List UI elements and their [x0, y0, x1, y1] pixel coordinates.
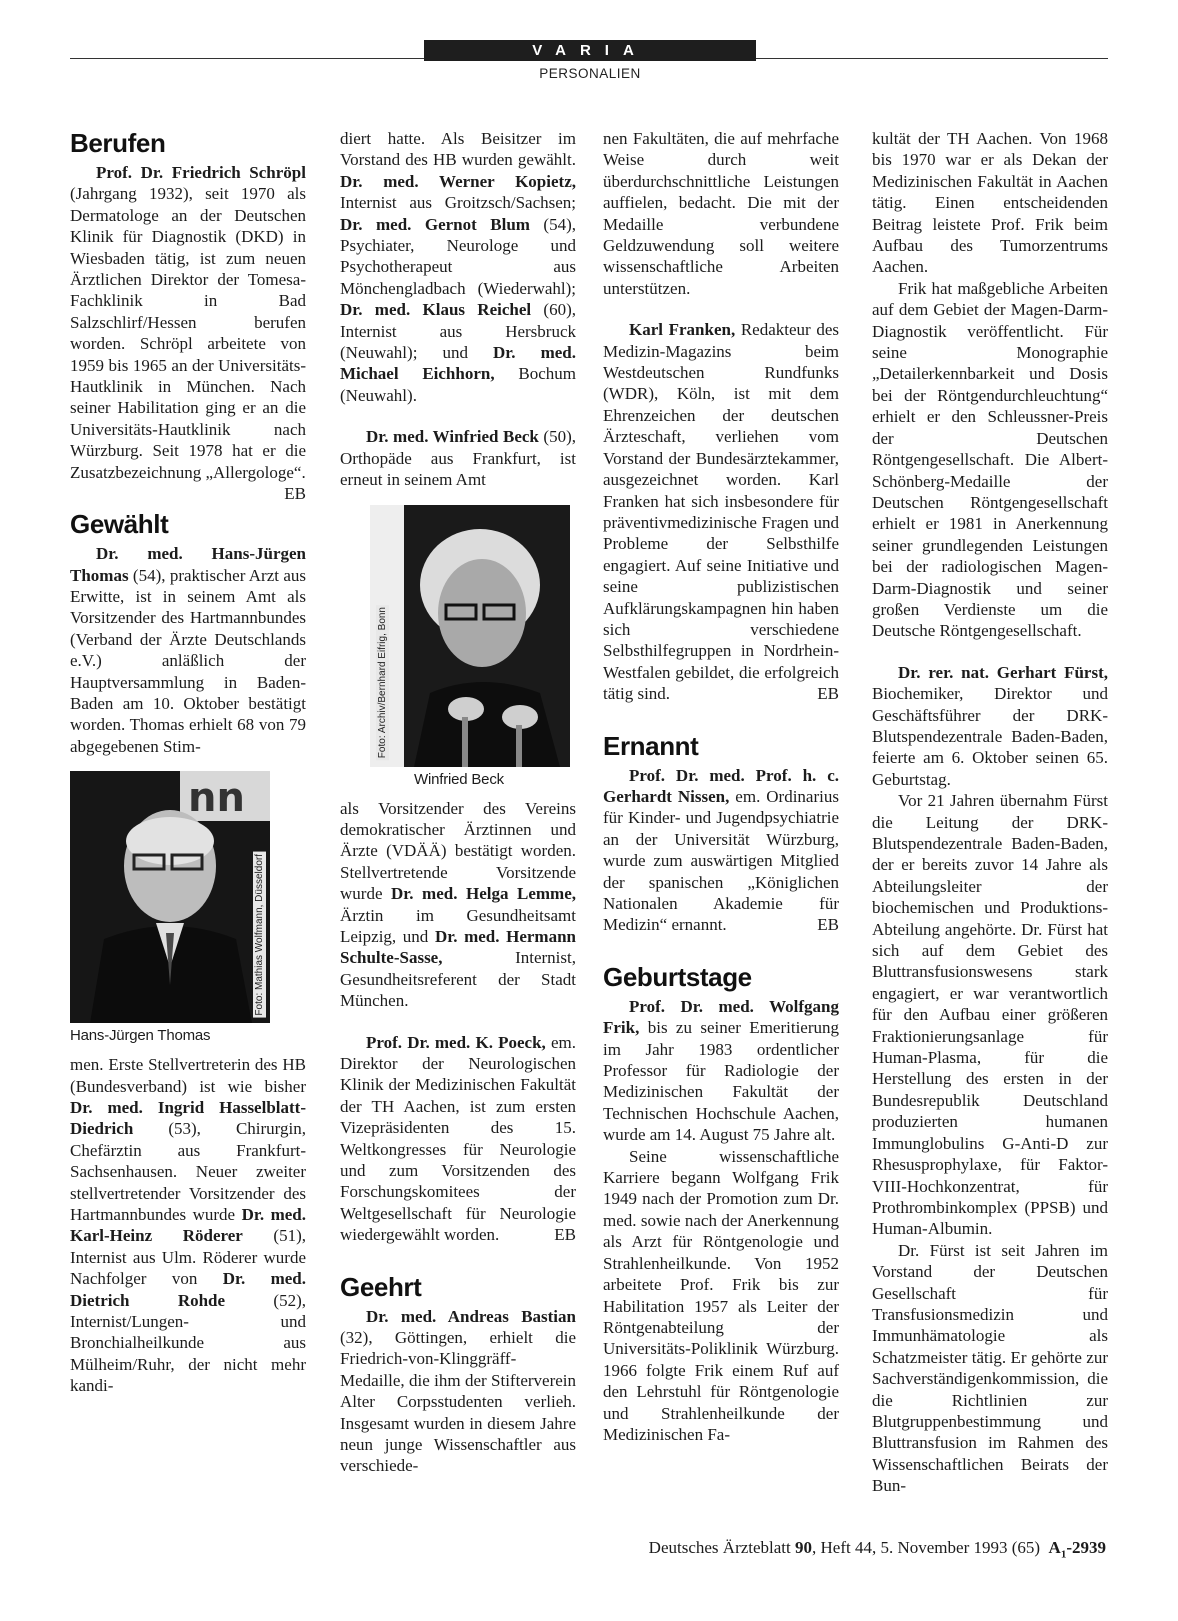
column-1 [70, 128, 306, 1397]
person-name: Dr. med. Hans-Jürgen Thomas [70, 544, 306, 585]
heading-geehrt: Geehrt [340, 1271, 422, 1302]
person-name: Dr. med. Ingrid Hasselblatt-Diedrich [70, 1097, 306, 1139]
heading-berufen: Berufen [70, 128, 166, 158]
paragraph-franken: Karl Franken, Redakteur des Medizin-Magazins beim Westdeutschen Rundfunks (WDR), Köln, ist mit dem Ehrenzeichen der deutschen Ärzteschaft, verliehen vom Vorstand der Bundesärztekammer, ausgezeichnet worden. Karl Franken hat sich insbesondere für präventivmedizinische Fragen und Probleme der Selbsthilfe engagiert. Auf seine Initiative und seine publizistischen Aufklärungskampagnen hin haben sich verschiedene Selbsthilfegruppen in Nordrhein-Westfalen gebildet, die erfolgreich tätig sind. EB [603, 320, 839, 704]
column-3 [603, 128, 839, 1445]
header-rule-left [70, 58, 424, 59]
photo-caption: Winfried Beck [414, 770, 504, 788]
paragraph-frik-karriere: Seine wissenschaftliche Karriere begann Wolfgang Frik 1949 nach der Promotion zum Dr. med. sowie nach der Anerkennung als Arzt für Röntgenologie und Strahlenheilkunde. Von 1952 arbeitete Prof. Frik bis zur Habilitation 1957 als Leiter der Röntgenabteilung der Universitäts-Poliklinik Würzburg. 1966 folgte Frik einem Ruf auf den Lehrstuhl für Röntgenologie und Strahlenheilkunde der Medizinischen Fa- [603, 1146, 839, 1444]
paragraph-thomas: Dr. med. Hans-Jürgen Thomas (54), praktischer Arzt aus Erwitte, ist in seinem Amt als Vorsitzender des Hartmannbundes (Verband der Ärzte Deutschlands e.V.) anläßlich der Hauptversammlung in Baden-Baden am 10. Oktober bestätigt worden. Thomas erhielt 68 von 79 abgegebenen Stim- [70, 544, 306, 756]
journal-name: Deutsches Ärzteblatt [648, 1538, 796, 1557]
paragraph-schroepl: Prof. Dr. Friedrich Schröpl (Jahrgang 1932), seit 1970 als Dermatologe an der Deutschen Klinik für Diagnostik (DKD) in Wiesbaden tätig, ist zum neuen Ärztlichen Direktor der Tomesa-Fachklinik in Bad Salzschlirf/Hessen berufen worden. Schröpl arbeitete von 1959 bis 1965 an der Universitäts-Hautklinik in München. Nach seiner Habilitation ging er an die Universitäts-Hautklinik nach Würzburg. Seit 1978 hat er die Zusatzbezeichnung „Allergologe“. EB [70, 163, 306, 504]
paragraph-beisitzer: diert hatte. Als Beisitzer im Vorstand des HB wurden gewählt. Dr. med. Werner Kopietz, Internist aus Groitzsch/Sachsen; Dr. med. Gernot Blum (54), Psychiater, Neurologe und Psychotherapeut aus Mönchengladbach (Wiederwahl); Dr. med. Klaus Reichel (60), Internist aus Hersbruck (Neuwahl); und Dr. med. Michael Eichhorn, Bochum (Neuwahl). [340, 129, 576, 405]
paragraph-fuerst-leitung: Vor 21 Jahren übernahm Fürst die Leitung der DRK-Blutspendezentrale Baden-Baden, der er bereits zuvor 14 Jahre als Abteilungsleiter der biochemischen und Produktions-Abteilung angehörte. Dr. Fürst hat sich auf dem Gebiet des Bluttransfusionswesens stark engagiert, er war verantwortlich für den Aufbau einer größeren Fraktionierungsanlage für Human-Plasma, für die Herstellung des ersten in der Bundesrepublik Deutschland produzierten humanen Immunglobulins G-Anti-D zur Rhesusprophylaxe, für Faktor-VIII-Hochkonzentrat, für Prothrombinkomplex (PPSB) und Human-Albumin. [872, 791, 1108, 1239]
svg-text:nn: nn [188, 775, 245, 822]
paragraph-vdaeae: als Vorsitzender des Vereins demokratischer Ärztinnen und Ärzte (VDÄÄ) bestätigt worden. Stellvertretende Vorsitzende wurde Dr. med. Helga Lemme, Ärztin im Gesundheitsamt Leipzig, und Dr. med. Hermann Schulte-Sasse, Internist, Gesundheitsreferent der Stadt München. [340, 798, 577, 1011]
person-name: Karl Franken, [629, 320, 736, 340]
person-name: Dr. med. Karl-Heinz Röderer [70, 1205, 306, 1246]
author-tag: EB [817, 684, 839, 704]
paragraph-fuerst-vorstand: Dr. Fürst ist seit Jahren im Vorstand der Deutschen Gesellschaft für Transfusionsmedizin und Immunhämatologie als Schatzmeister tätig. Er gehörte zur Sachverständigenkommission, die die Richtlinien zur Blutgruppenbestimmung und Bluttransfusion im Rahmen des Wissenschaftlichen Beirats der Bun- [872, 1240, 1108, 1496]
figure-beck [370, 505, 576, 788]
person-name: Dr. rer. nat. Gerhart Fürst, [898, 662, 1108, 682]
header-rule-right [756, 58, 1108, 59]
author-tag: EB [284, 484, 306, 504]
page-number: $A_1-2939$ [1048, 1538, 1106, 1561]
issue-info: , Heft 44, 5. November 1993 (65) [812, 1538, 1049, 1557]
paragraph-beck: Dr. med. Winfried Beck (50), Orthopäde aus Frankfurt, ist erneut in seinem Amt [340, 427, 576, 490]
person-name: Prof. Dr. med. Wolfgang Frik, [603, 996, 839, 1038]
paragraph-frik: Prof. Dr. med. Wolfgang Frik, bis zu seiner Emeritierung im Jahr 1983 ordentlicher Professor für Radiologie der Medizinischen Fakultät der Technischen Hochschule Aachen, wurde am 14. August 75 Jahre alt. [603, 996, 839, 1145]
person-name: Dr. med. Gernot Blum [340, 214, 530, 234]
column-2 [340, 128, 576, 1477]
person-name: Prof. Dr. Friedrich Schröpl [96, 163, 306, 182]
varia-banner: VARIA [424, 40, 756, 61]
paragraph-bastian: Dr. med. Andreas Bastian (32), Göttingen, erhielt die Friedrich-von-Klinggräff-Medaille, die ihm der Stifterverein Alter Corpsstudenten verlieh. Insgesamt wurden in diesem Jahre neun junge Wissenschaftler aus verschiede- [340, 1306, 576, 1476]
paragraph-fakultaeten: nen Fakultäten, die auf mehrfache Weise durch weit überdurchschnittliche Leistungen auffielen, bedacht. Die mit der Medaille verbundene Geldzuwendung soll weitere wissenschaftliche Arbeiten unterstützen. [603, 129, 839, 298]
paragraph-fuerst: Dr. rer. nat. Gerhart Fürst, Biochemiker, Direktor und Geschäftsführer der DRK-Blutspendezentrale Baden-Baden, feierte am 6. Oktober seinen 65. Geburtstag. [872, 662, 1108, 789]
heading-gewaehlt: Gewählt [70, 509, 169, 540]
author-tag: EB [817, 915, 839, 935]
person-name: Prof. Dr. med. Prof. h. c. Gerhardt Nissen, [603, 765, 839, 806]
column-4 [872, 128, 1108, 1497]
photo-credit: Foto: Archiv/Bernhard Eifrig, Bonn [377, 607, 388, 759]
heading-ernannt: Ernannt [603, 730, 699, 761]
paragraph-poeck: Prof. Dr. med. K. Poeck, em. Direktor der Neurologischen Klinik der Medizinischen Fakultät der TH Aachen, ist zum ersten Vizepräsidenten des 15. Weltkongresses für Neurologie und zum Vorsitzenden des Forschungskomitees der Weltgesellschaft für Neurologie wiedergewählt worden. EB [340, 1032, 576, 1245]
photo-credit: Foto: Mathias Wolfmann, Düsseldorf [254, 853, 265, 1016]
person-name: Dr. med. Andreas Bastian [366, 1306, 576, 1326]
person-name: Prof. Dr. med. K. Poeck, [366, 1032, 546, 1052]
page-footer [538, 1538, 1106, 1560]
paragraph-frik-aachen: kultät der TH Aachen. Von 1968 bis 1970 war er als Dekan der Medizinischen Fakultät in Aachen tätig. Einen entscheidenden Beitrag leistete Prof. Frik beim Aufbau des Tumorzentrums Aachen. [872, 129, 1108, 277]
paragraph-nissen: Prof. Dr. med. Prof. h. c. Gerhardt Nissen, em. Ordinarius für Kinder- und Jugendpsychiatrie an der Universität Würzburg, wurde zum auswärtigen Mitglied der spanischen „Königlichen Nationalen Akademie für Medizin“ ernannt. EB [603, 765, 839, 935]
person-name: Dr. med. Michael Eichhorn, [340, 343, 576, 384]
paragraph-frik-arbeiten: Frik hat maßgebliche Arbeiten auf dem Gebiet der Magen-Darm-Diagnostik veröffentlicht. Für seine Monographie „Detailerkennbarkeit und Dosis bei der Röntgendurchleuchtung“ erhielt er den Schleussner-Preis der Deutschen Röntgengesellschaft. Die Albert-Schönberg-Medaille der Deutschen Röntgengesellschaft erhielt er 1981 in Anerkennung seiner grundlegenden Leistungen bei der radiologischen Magen-Darm-Diagnostik und seiner großen Verdienste um die Deutsche Röntgengesellschaft. [872, 278, 1108, 641]
person-name: Dr. med. Helga Lemme, [391, 884, 577, 904]
person-name: Dr. med. Winfried Beck [366, 427, 539, 447]
portrait-thomas-image [70, 771, 270, 1023]
person-name: Dr. med. Werner Kopietz, [340, 171, 576, 191]
photo-thomas [70, 771, 270, 1023]
paragraph-hb-vorstand: men. Erste Stellvertreterin des HB (Bundesverband) ist wie bisher Dr. med. Ingrid Hasselblatt-Diedrich (53), Chirurgin, Chefärztin aus Frankfurt-Sachsenhausen. Neuer zweiter stellvertretender Vorsitzender des Hartmannbundes wurde Dr. med. Karl-Heinz Röderer (51), Internist aus Ulm. Röderer wurde Nachfolger von Dr. med. Dietrich Rohde (52), Internist/Lungen- und Bronchialheilkunde aus Mülheim/Ruhr, der nicht mehr kandi- [70, 1055, 306, 1396]
figure-thomas [70, 771, 306, 1044]
photo-beck [370, 505, 570, 767]
person-name: Dr. med. Hermann Schulte-Sasse, [340, 926, 577, 968]
volume-number: 90 [795, 1538, 813, 1557]
person-name: Dr. med. Klaus Reichel [340, 300, 532, 320]
heading-geburtstage: Geburtstage [603, 961, 752, 992]
author-tag: EB [554, 1225, 576, 1245]
section-label: PERSONALIEN [539, 66, 641, 81]
person-name: Dr. med. Dietrich Rohde [70, 1269, 306, 1310]
portrait-beck-image [370, 505, 570, 767]
photo-caption: Hans-Jürgen Thomas [70, 1027, 211, 1045]
